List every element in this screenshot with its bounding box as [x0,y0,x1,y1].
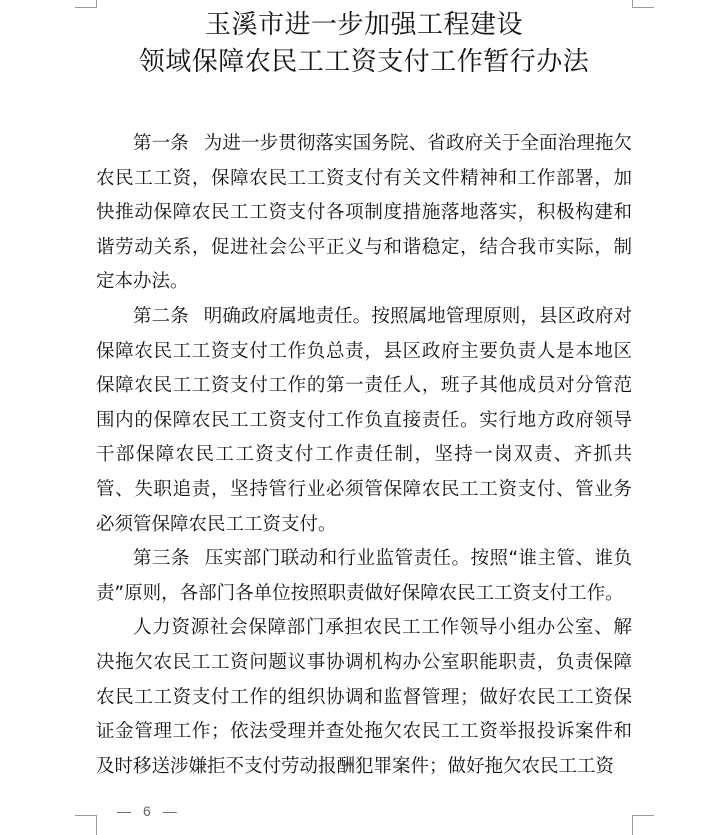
crop-mark-bottom-right-h [632,815,654,816]
footer-dash-right: — [162,803,177,819]
paragraph-text: 为进一步贯彻落实国务院、省政府关于全面治理拖欠农民工工资，保障农民工工资支付有关文件精神和工作部署，加快推动保障农民工工资支付各项制度措施落地落实，积极构建和谐劳动关系，促进社会公平正义与和谐稳定，结合我市实际，制定本办法。 [96,133,632,293]
document-body [96,127,632,784]
paragraph-article-3 [96,542,632,611]
article-label: 第一条 [133,133,189,154]
page-number: 6 [143,803,151,819]
crop-mark-bottom-left-h [75,815,97,816]
crop-mark-top-left-h [75,7,97,8]
crop-mark-bottom-right-v [632,815,633,835]
document-page [96,0,632,784]
title-line-2: 领域保障农民工工资支付工作暂行办法 [138,47,590,77]
crop-mark-top-right-h [632,7,654,8]
title-line-1: 玉溪市进一步加强工程建设 [204,10,523,40]
paragraph-article-2 [96,300,632,542]
paragraph-hr-department [96,611,632,784]
page-footer [117,803,189,819]
crop-mark-bottom-left-v [96,815,97,835]
paragraph-text: 压实部门联动和行业监管责任。按照“谁主管、谁负责”原则，各部门各单位按照职责做好保障农民工工资支付工作。 [96,548,632,604]
footer-dash-left: — [117,803,131,819]
paragraph-article-1 [96,127,632,300]
paragraph-text: 明确政府属地责任。按照属地管理原则，县区政府对保障农民工工资支付工作负总责，县区政府主要负责人是本地区保障农民工工资支付工作的第一责任人，班子其他成员对分管范围内的保障农民工工资支付工作负直接责任。实行地方政府领导干部保障农民工工资支付工作责任制，坚持一岗双责、齐抓共管、失职追责，坚持管行业必须管保障农民工工资支付、管业务必须管保障农民工工资支付。 [96,305,632,535]
document-title [96,7,632,81]
article-label: 第二条 [133,305,189,327]
article-label: 第三条 [133,548,190,570]
crop-mark-top-right-v [632,0,633,8]
paragraph-text: 人力资源社会保障部门承担农民工工作领导小组办公室、解决拖欠农民工工资问题议事协调机构办公室职能职责，负责保障农民工工资支付工作的组织协调和监督管理；做好农民工工资保证金管理工作；依法受理并查处拖欠农民工工资举报投诉案件和及时移送涉嫌拒不支付劳动报酬犯罪案件；做好拖欠农民工工资 [96,617,632,777]
